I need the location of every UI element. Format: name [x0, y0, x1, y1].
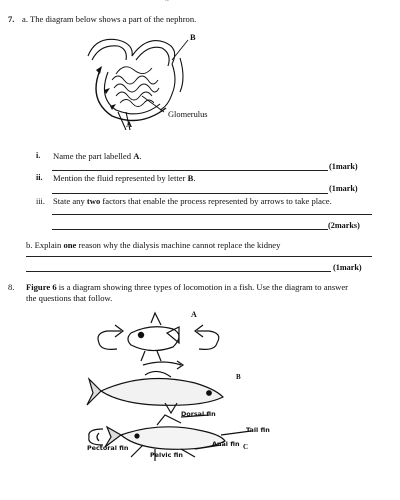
part-i-number: i.	[36, 151, 41, 160]
answer-line-iii-1[interactable]	[52, 214, 372, 215]
fish-label-c: C	[243, 443, 249, 451]
answer-line-b-1[interactable]	[26, 256, 372, 257]
answer-line-iii-2[interactable]	[52, 229, 328, 230]
q8-text: Figure 6 is a diagram showing three types of locomotion in a fish. Use the diagram to answer	[26, 282, 349, 292]
answer-line-b-2[interactable]	[26, 271, 331, 272]
label-pectoral-fin: Pectoral fin	[87, 444, 129, 452]
mark-b: (1mark)	[333, 263, 362, 272]
fish-label-b: B	[236, 373, 241, 381]
label-a: A	[126, 120, 133, 129]
label-glomerulus: Glomerulus	[168, 110, 208, 119]
fish-label-a: A	[191, 310, 197, 319]
part-ii-text: Mention the fluid represented by letter B.	[53, 173, 196, 183]
nephron-diagram	[60, 30, 250, 130]
part-iii-number: iii.	[36, 197, 45, 206]
mark-iii: (2marks)	[328, 221, 360, 230]
label-tail-fin: Tail fin	[246, 426, 270, 434]
part-ii-number: ii.	[36, 173, 43, 182]
label-dorsal-fin: Dorsal fin	[181, 410, 216, 418]
page-header-fragment: ~	[165, 0, 169, 5]
part-b-text: b. Explain one reason why the dialysis machine cannot replace the kidney	[26, 240, 281, 250]
answer-line-i[interactable]	[52, 170, 328, 171]
q8-text-2: the questions that follow.	[26, 293, 113, 303]
label-anal-fin: Anal fin	[212, 440, 240, 448]
q7-number: 7.	[8, 14, 15, 24]
mark-ii: (1mark)	[329, 184, 358, 193]
label-pelvic-fin: Pelvic fin	[150, 451, 183, 459]
q8-number: 8.	[8, 282, 15, 292]
q7-intro: a. The diagram below shows a part of the nephron.	[22, 14, 197, 24]
answer-line-ii[interactable]	[52, 193, 328, 194]
part-i-text: Name the part labelled A.	[53, 151, 142, 161]
part-iii-text: State any two factors that enable the process represented by arrows to take place.	[53, 196, 332, 206]
label-b: B	[190, 33, 196, 42]
mark-i: (1mark)	[329, 162, 358, 171]
